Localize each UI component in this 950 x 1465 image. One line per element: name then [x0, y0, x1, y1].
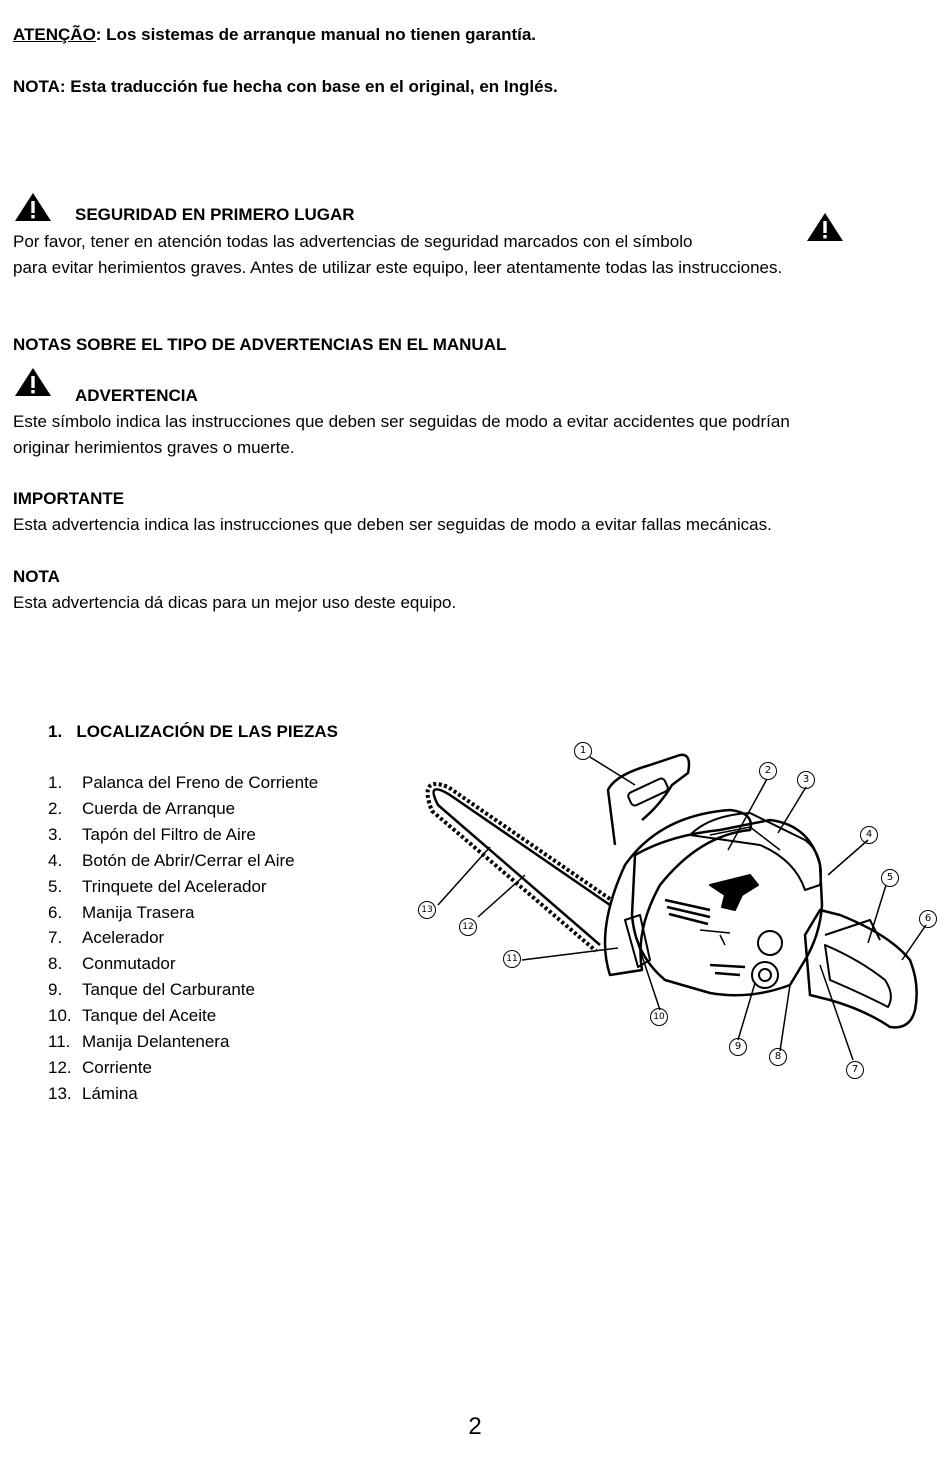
callout-10: 10 — [650, 1008, 668, 1026]
atencao-label: ATENÇÃO — [13, 25, 96, 44]
callout-1: 1 — [574, 742, 592, 760]
nota-title: NOTA — [13, 567, 60, 586]
list-item: 10. Tanque del Aceite — [48, 1006, 217, 1026]
callout-8: 8 — [769, 1048, 787, 1066]
warning-icon-inline — [806, 212, 844, 242]
callout-11: 11 — [503, 950, 521, 968]
list-item: 7. Acelerador — [48, 928, 165, 948]
list-item: 4. Botón de Abrir/Cerrar el Aire — [48, 850, 295, 870]
warning-icon — [14, 192, 52, 222]
callout-4: 4 — [860, 826, 878, 844]
safety-line2: para evitar herimientos graves. Antes de utilizar este equipo, leer atentamente todas las instrucciones. — [13, 258, 783, 277]
notes-section-title: NOTAS SOBRE EL TIPO DE ADVERTENCIAS EN EL MANUAL — [13, 335, 507, 354]
list-item: 8. Conmutador — [48, 954, 176, 974]
chainsaw-diagram — [410, 735, 950, 1095]
safety-title: SEGURIDAD EN PRIMERO LUGAR — [75, 205, 355, 224]
advertencia-warning-icon — [14, 367, 52, 397]
nota-text: Esta advertencia dá dicas para un mejor uso deste equipo. — [13, 593, 457, 612]
atencao-text: : Los sistemas de arranque manual no tienen garantía. — [95, 25, 537, 44]
callout-9: 9 — [729, 1038, 747, 1056]
importante-text: Esta advertencia indica las instrucciones que deben ser seguidas de modo a evitar fallas mecánicas. — [13, 515, 772, 534]
list-item: 5. Trinquete del Acelerador — [48, 876, 267, 896]
atencao-line — [13, 22, 536, 48]
chain — [428, 784, 610, 951]
list-item: 11. Manija Delantenera — [48, 1032, 230, 1052]
translation-note: NOTA: Esta traducción fue hecha con base en el original, en Inglés. — [13, 77, 558, 96]
advertencia-text: Este símbolo indica las instrucciones que deben ser seguidas de modo a evitar accidentes que podrían originar herimientos graves o muerte. — [13, 412, 790, 457]
list-item: 13. Lámina — [48, 1083, 138, 1103]
list-item: 1. Palanca del Freno de Corriente — [48, 773, 319, 792]
callout-3: 3 — [797, 771, 815, 789]
callout-2: 2 — [759, 762, 777, 780]
list-item: 2. Cuerda de Arranque — [48, 798, 236, 818]
safety-line1: Por favor, tener en atención todas las advertencias de seguridad marcados con el símbolo — [13, 232, 693, 251]
importante-title: IMPORTANTE — [13, 489, 125, 508]
page-number: 2 — [468, 1413, 482, 1440]
callout-12: 12 — [459, 918, 477, 936]
advertencia-title: ADVERTENCIA — [75, 386, 198, 405]
callout-7: 7 — [846, 1061, 864, 1079]
callout-13: 13 — [418, 901, 436, 919]
callout-6: 6 — [919, 910, 937, 928]
list-item: 3. Tapón del Filtro de Aire — [48, 824, 256, 844]
list-item: 6. Manija Trasera — [48, 902, 195, 922]
list-item: 9. Tanque del Carburante — [48, 980, 255, 1000]
parts-title: 1. LOCALIZACIÓN DE LAS PIEZAS — [48, 722, 338, 741]
callout-5: 5 — [881, 869, 899, 887]
list-item: 12. Corriente — [48, 1057, 152, 1077]
parts-list — [48, 770, 318, 1107]
